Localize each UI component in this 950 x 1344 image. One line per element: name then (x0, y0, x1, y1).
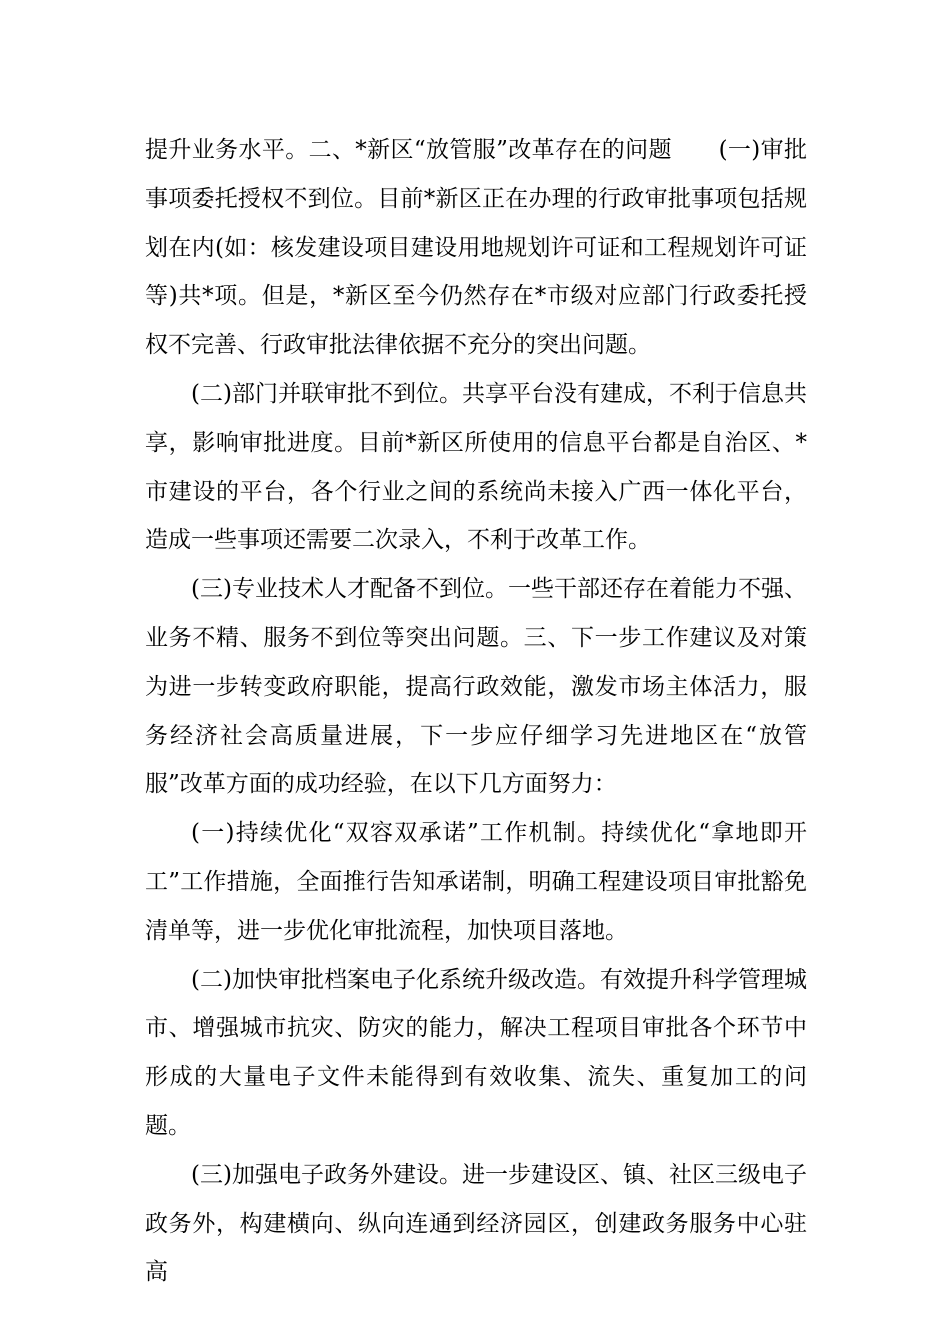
paragraph-2: (二)部门并联审批不到位。共享平台没有建成，不利于信息共享，影响审批进度。目前*新区所使用的信息平台都是自治区、*市建设的平台，各个行业之间的系统尚未接入广西一体化平台，造成一些事项还需要二次录入，不利于改革工作。 (145, 380, 807, 554)
document-body (145, 126, 807, 1297)
paragraph-6: (三)加强电子政务外建设。进一步建设区、镇、社区三级电子政务外，构建横向、纵向连通到经济园区，创建政务服务中心驻高 (145, 1161, 807, 1286)
paragraph-4: (一)持续优化“双容双承诺”工作机制。持续优化“拿地即开工”工作措施，全面推行告知承诺制，明确工程建设项目审批豁免清单等，进一步优化审批流程，加快项目落地。 (145, 820, 807, 944)
paragraph-1: 提升业务水平。二、*新区“放管服”改革存在的问题 (一)审批事项委托授权不到位。目前*新区正在办理的行政审批事项包括规划在内(如：核发建设项目建设用地规划许可证和工程规划许可证等)共*项。但是，*新区至今仍然存在*市级对应部门行政委托授权不完善、行政审批法律依据不充分的突出问题。 (145, 137, 807, 359)
paragraph-5: (二)加快审批档案电子化系统升级改造。有效提升科学管理城市、增强城市抗灾、防灾的能力，解决工程项目审批各个环节中形成的大量电子文件未能得到有效收集、流失、重复加工的问题。 (145, 966, 807, 1139)
paragraph-3: (三)专业技术人才配备不到位。一些干部还存在着能力不强、业务不精、服务不到位等突出问题。三、下一步工作建议及对策为进一步转变政府职能，提高行政效能，激发市场主体活力，服务经济社会高质量进展，下一步应仔细学习先进地区在“放管服”改革方面的成功经验，在以下几方面努力： (145, 576, 807, 798)
